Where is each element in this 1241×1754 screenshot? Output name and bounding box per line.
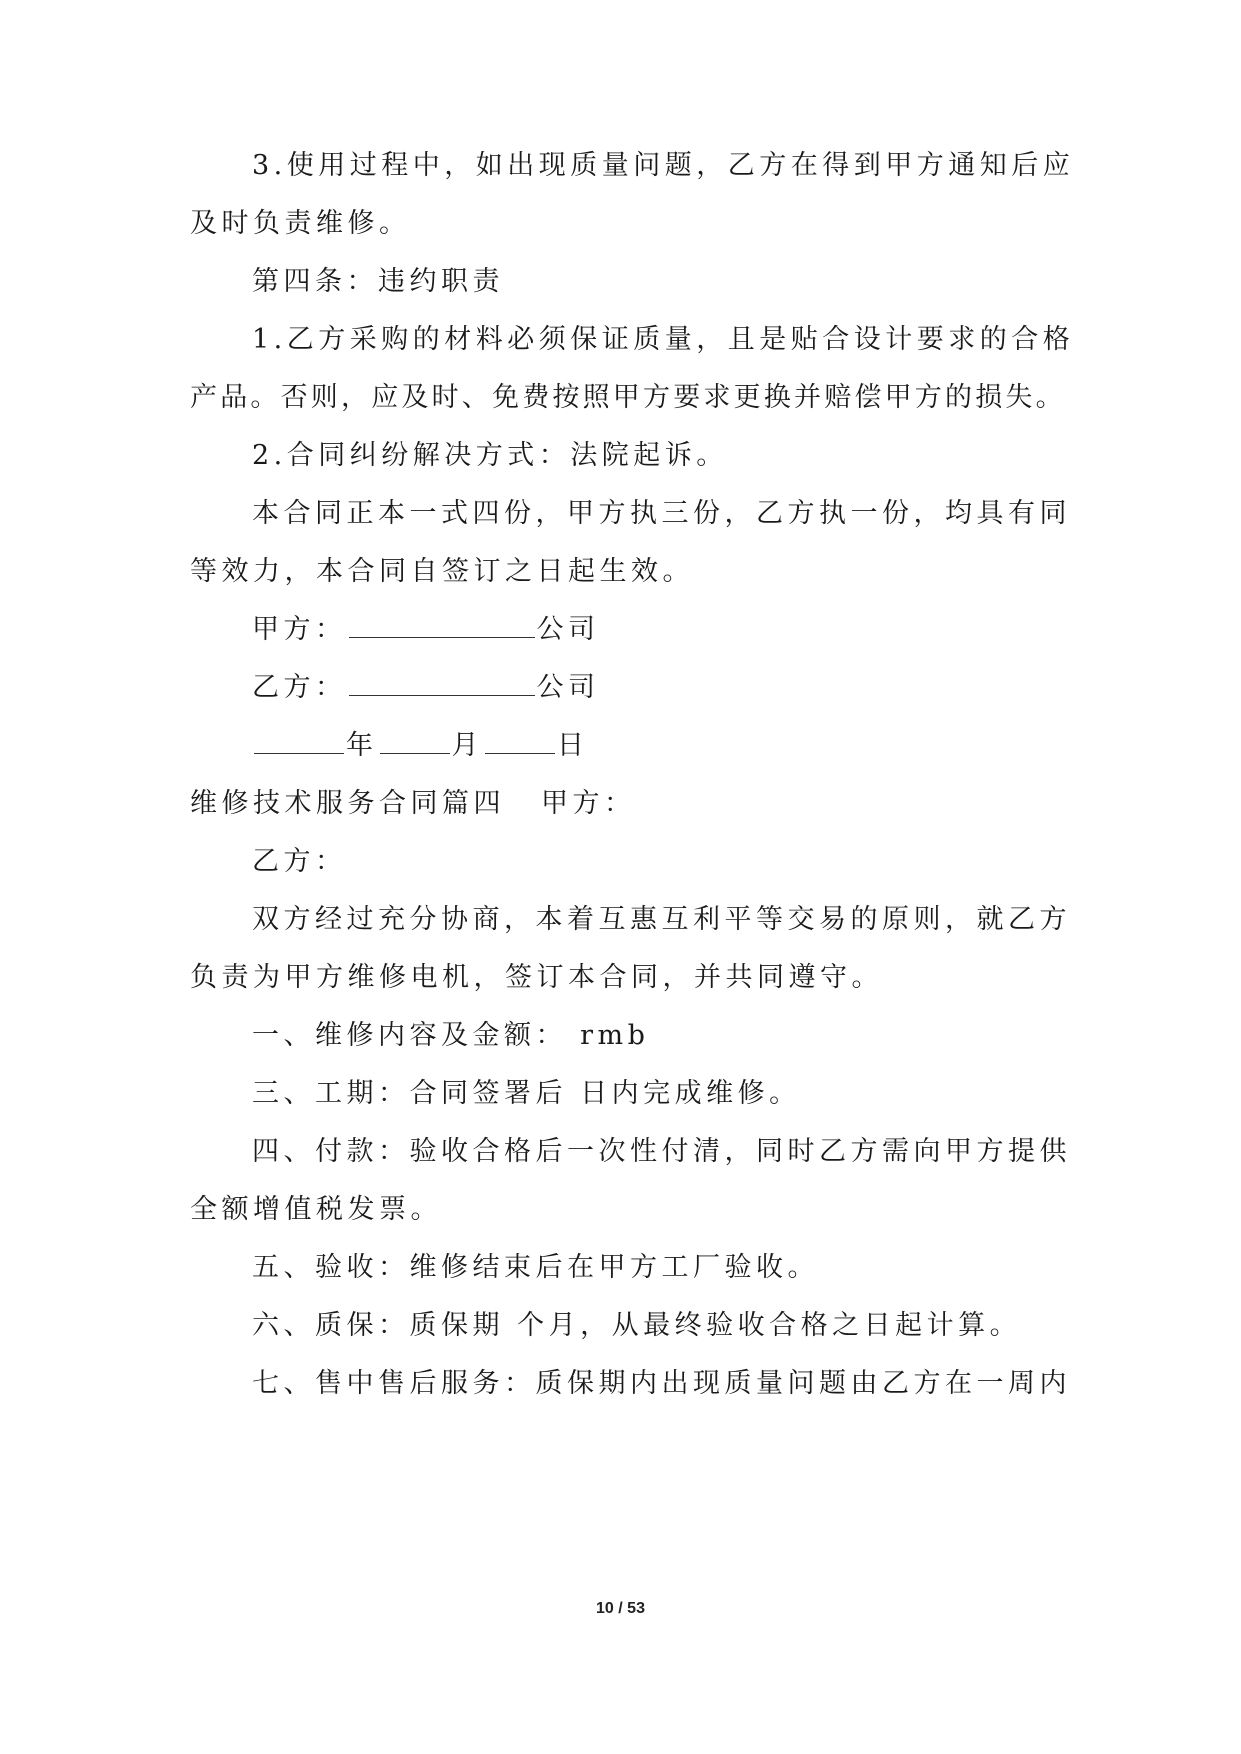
party-b-suffix: 公司 — [536, 672, 600, 703]
text-line: 三、工期：合同签署后 日内完成维修。 — [252, 1078, 801, 1109]
text-line: 七、售中售后服务：质保期内出现质量问题由乙方在一周内 — [252, 1368, 1071, 1399]
party-b-blank — [349, 673, 535, 696]
section-heading — [190, 786, 636, 822]
text-line: 本合同正本一式四份，甲方执三份，乙方执一份，均具有同 — [252, 498, 1071, 529]
section-party-a: 甲方： — [541, 788, 636, 819]
date-line — [252, 728, 589, 764]
party-a-suffix: 公司 — [536, 614, 600, 645]
party-a-label: 甲方： — [252, 614, 347, 645]
day-blank — [485, 731, 555, 754]
text-line: 2.合同纠纷解决方式：法院起诉。 — [252, 440, 728, 471]
text-line: 第四条：违约职责 — [252, 266, 504, 297]
party-b-label: 乙方： — [252, 672, 347, 703]
text-line: 及时负责维修。 — [190, 208, 411, 239]
text-line: 3.使用过程中，如出现质量问题，乙方在得到甲方通知后应 — [252, 150, 1075, 181]
day-label: 日 — [557, 730, 589, 761]
party-a-blank — [349, 615, 535, 638]
text-line: 等效力，本合同自签订之日起生效。 — [190, 556, 694, 587]
text-line: 双方经过充分协商，本着互惠互利平等交易的原则，就乙方 — [252, 904, 1071, 935]
text-line: 产品。否则，应及时、免费按照甲方要求更换并赔偿甲方的损失。 — [190, 382, 1066, 413]
text-line: 负责为甲方维修电机，签订本合同，并共同遵守。 — [190, 962, 883, 993]
page-number: 10 / 53 — [596, 1600, 645, 1617]
signature-line-party-b — [252, 670, 600, 706]
text-line: 1.乙方采购的材料必须保证质量，且是贴合设计要求的合格 — [252, 324, 1075, 355]
text-line: 六、质保：质保期 个月，从最终验收合格之日起计算。 — [252, 1310, 1022, 1341]
month-label: 月 — [451, 730, 483, 761]
text-line: 五、验收：维修结束后在甲方工厂验收。 — [252, 1252, 819, 1283]
signature-line-party-a — [252, 612, 600, 648]
year-label: 年 — [346, 730, 378, 761]
text-line: 一、维修内容及金额： rmb — [252, 1020, 650, 1051]
section-title: 维修技术服务合同篇四 — [190, 788, 505, 819]
text-line: 全额增值税发票。 — [190, 1194, 442, 1225]
text-line: 乙方： — [252, 846, 347, 877]
month-blank — [380, 731, 450, 754]
year-blank — [254, 731, 344, 754]
text-line: 四、付款：验收合格后一次性付清，同时乙方需向甲方提供 — [252, 1136, 1071, 1167]
